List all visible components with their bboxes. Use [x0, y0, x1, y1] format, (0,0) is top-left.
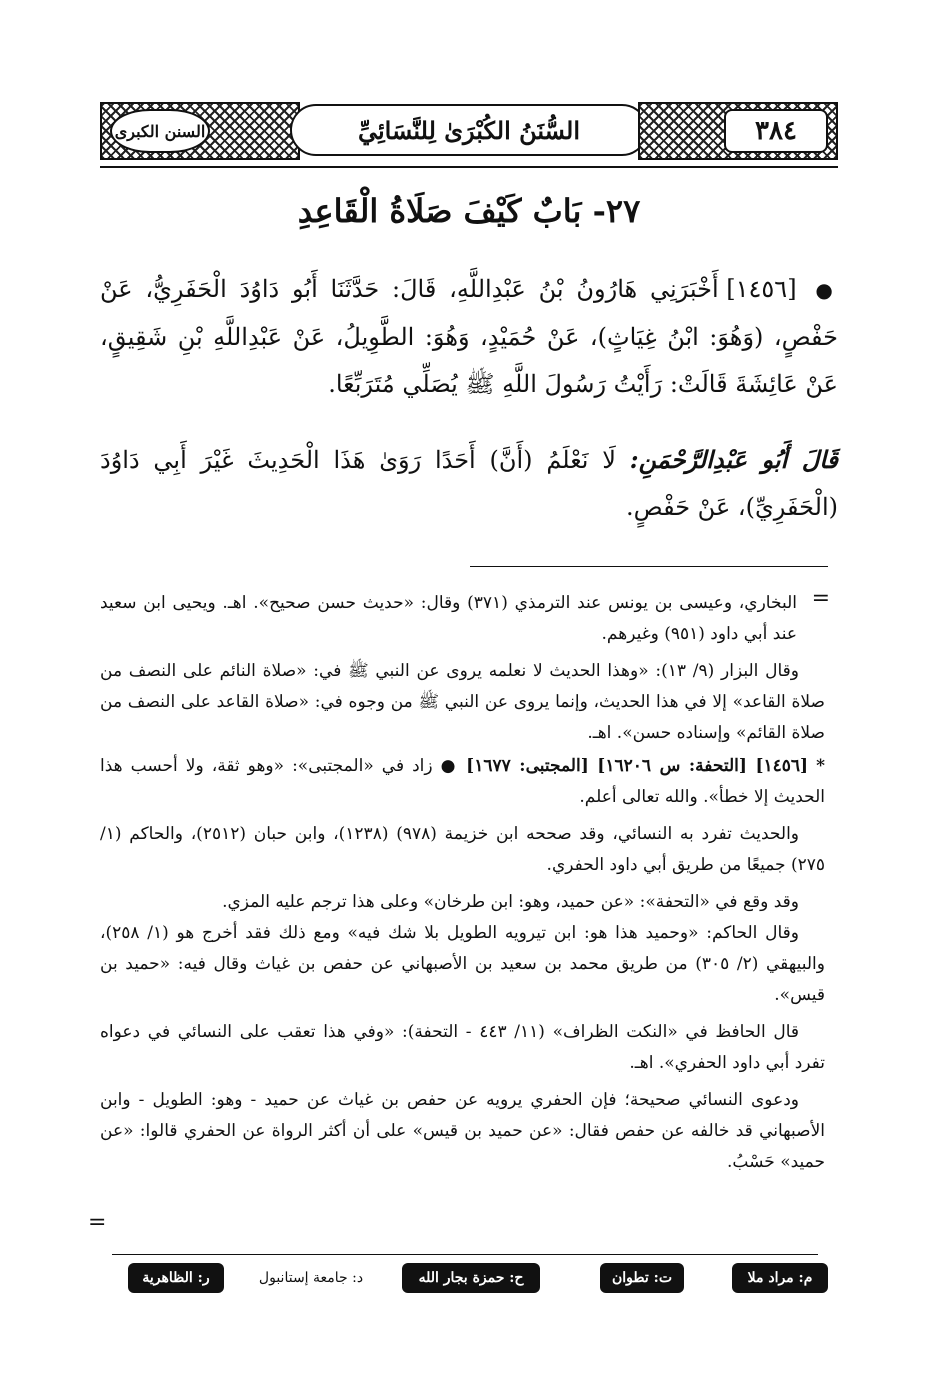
siglum-h: ح: حمزة بجار الله: [402, 1263, 540, 1293]
footnote-paragraph: قال الحافظ في «النكت الظراف» (١١/ ٤٤٣ - التحفة): «وفي هذا تعقب على النسائي في دعواه تفرد أبي داود الحفري». اهـ.: [100, 1022, 825, 1073]
running-title-band: [290, 104, 648, 156]
footnote-paragraph: البخاري، وعيسى بن يونس عند الترمذي (٣٧١) وقال: «حديث حسن صحيح». اهـ. ويحيى ابن سعيد عند أبي داود (٩٥١) وغيرهم.: [100, 593, 797, 644]
dot-icon: ●: [440, 756, 459, 776]
continuation-mark: =: [811, 586, 830, 611]
page-number-box: [724, 109, 828, 153]
footnote-paragraph: وقد وقع في «التحفة»: «عن حميد، وهو: ابن طرخان» وعلى هذا ترجم عليه المزي.: [222, 892, 799, 912]
footnote-paragraph: وقال البزار (٩/ ١٣): «وهذا الحديث لا نعلمه يروى عن النبي ﷺ في: «صلاة النائم على النصف من صلاة القاعد» إلا في هذا الحديث، وإنما يروى عن النبي ﷺ من وجوه في: «صلاة القاعد على النصف من صلاة القائم» وإسناده حسن». اهـ.: [100, 661, 825, 743]
bottom-rule: [112, 1254, 818, 1255]
footnote-paragraph: وقال الحاكم: «وحميد هذا هو: ابن تيرويه الطويل بلا شك فيه» ومع ذلك فقد أخرج هو (١/ ٢٥٨)، والبيهقي (٢/ ٣٠٥) من طريق محمد بن سعيد بن الأصبهاني عن حفص بن غياث وقال فيه: «حميد بن قيس».: [100, 923, 825, 1005]
author-comment: [100, 436, 838, 531]
siglum-t: ت: تطوان: [600, 1263, 684, 1293]
hadith-text: [١٤٥٦] أَخْبَرَنِي هَارُونُ بْنُ عَبْدِاللَّهِ، قَالَ: حَدَّثَنَا أَبُو دَاوُدَ الْحَفَرِيُّ، عَنْ حَفْصٍ، (وَهُوَ: ابْنُ غِيَاثٍ)، عَنْ حُمَيْدٍ، وَهُوَ: الطَّوِيلُ، عَنْ عَبْدِاللَّهِ بْنِ شَقِيقٍ، عَنْ عَائِشَةَ قَالَتْ: رَأَيْتُ رَسُولَ اللَّهِ ﷺ يُصَلِّي مُتَرَبِّعًا.: [100, 275, 838, 398]
footnotes: [100, 588, 825, 1178]
siglum-m: م: مراد ملا: [732, 1263, 828, 1293]
comment-speaker: قَالَ أَبُو عَبْدِالرَّحْمَنِ:: [629, 445, 838, 474]
footnote-paragraph: والحديث تفرد به النسائي، وقد صححه ابن خزيمة (٩٧٨) (١٢٣٨)، وابن حبان (٢٥١٢)، والحاكم (١/ ٢٧٥) جميعًا من طريق أبي داود الحفري.: [100, 824, 825, 875]
header-ornament-left: [100, 102, 300, 160]
chapter-title: ٢٧- بَابٌ كَيْفَ صَلَاةُ الْقَاعِدِ: [297, 192, 641, 230]
siglum-d: د: جامعة إستانبول: [258, 1270, 364, 1286]
siglum-r: ر: الظاهرية: [128, 1263, 224, 1293]
header-ornament-right: [638, 102, 838, 160]
seal-text: السنن الكبرى: [114, 121, 206, 141]
header-rule: [100, 166, 838, 168]
seal-emblem: [110, 109, 210, 153]
footnote-entry: [100, 751, 825, 813]
footnote-paragraph: ودعوى النسائي صحيحة؛ فإن الحفري يرويه عن حفص بن غياث عن حميد - وهو: الطويل - وابن الأصبهاني قد خالفه عن حفص فقال: «عن حميد بن قيس» على أن أكثر الرواة عن الحفري قالوا: «عن حميد» حَسْبُ.: [100, 1090, 825, 1172]
running-title: السُّنَنُ الكُبْرَىٰ لِلنَّسَائِيِّ: [357, 115, 581, 145]
footnote-text: زاد في «المجتبى»: «وهو ثقة، ولا أحسب هذا الحديث إلا خطأ». والله تعالى أعلم.: [100, 756, 825, 807]
bullet-icon: ●: [815, 278, 838, 302]
continuation-mark-end: =: [88, 1210, 107, 1235]
page-number: ٣٨٤: [755, 116, 797, 146]
hadith-text-block: [100, 266, 838, 408]
asterisk-icon: *: [816, 756, 826, 776]
footnote-reference: [١٤٥٦] [التحفة: س ١٦٢٠٦] [المجتبى: ١٦٧٧]: [466, 756, 809, 776]
comment-text: لَا نَعْلَمُ (أَنَّ) أَحَدًا رَوَىٰ هَذَا الْحَدِيثَ غَيْرَ أَبِي دَاوُدَ (الْحَفَرِيِّ)، عَنْ حَفْصٍ.: [100, 446, 838, 521]
page-header: [100, 100, 838, 162]
footnote-separator: [470, 566, 828, 567]
